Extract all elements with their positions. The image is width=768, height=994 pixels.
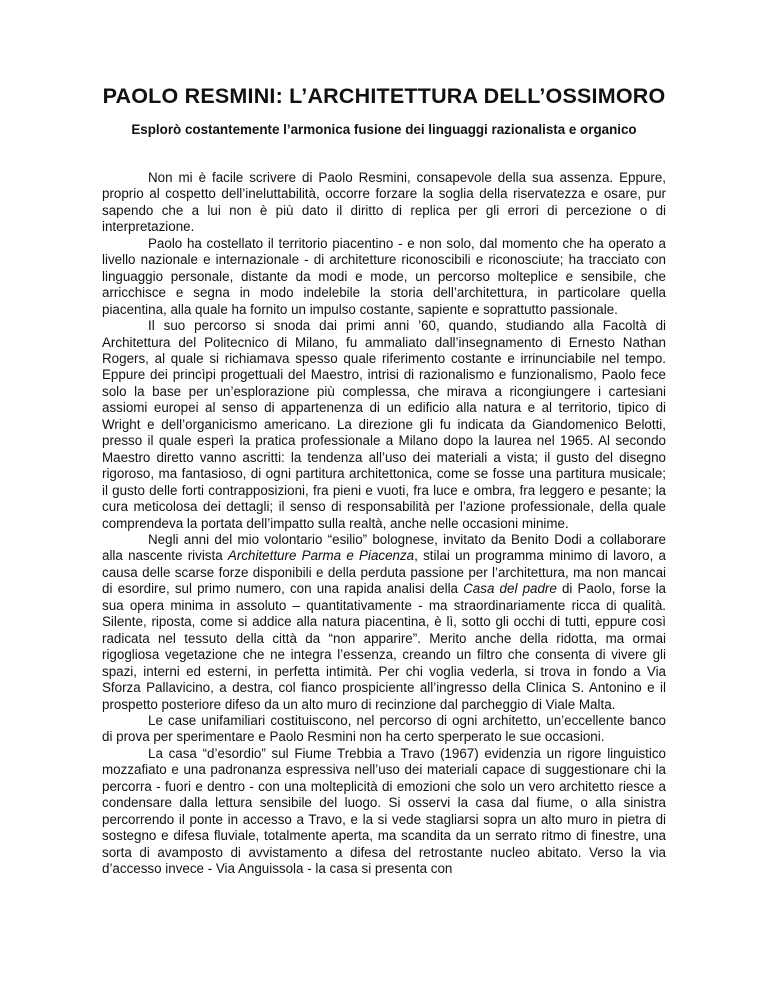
text-run: , stilai un programma minimo di lavoro, a causa delle scarse forze disponibili e della perduta passione per l’architettura, ma non mancai di esordire, sul primo numero, con una rapida analisi della xyxy=(102,548,666,597)
italic-text-run: Architetture Parma e Piacenza xyxy=(227,548,415,564)
paragraph xyxy=(102,236,666,318)
text-run: La casa “d’esordio” sul Fiume Trebbia a Travo (1967) evidenzia un rigore linguistico mozzafiato e una padronanza espressiva nell’uso dei materiali capace di suggestionare chi la percorra - fuori e dentro - con una molteplicità di emozioni che solo un vero architetto riesce a condensare dalla lettura sensibile del luogo. Si osservi la casa dal fiume, o alla sinistra percorrendo il ponte in accesso a Travo, e la si vede stagliarsi sopra un alto muro in pietra di sostegno e difesa fluviale, totalmente aperta, ma scandita da un serrato ritmo di finestre, una sorta di avamposto di avvistamento a difesa del retrostante nucleo abitato. Verso la via d’accesso invece - Via Anguissola - la casa si presenta con xyxy=(102,745,666,877)
text-run: Le case unifamiliari costituiscono, nel percorso di ogni architetto, un’eccellente banco di prova per sperimentare e Paolo Resmini non ha certo sperperato le sue occasioni. xyxy=(102,712,666,745)
text-run: di Paolo, forse la sua opera minima in assoluto – quantitativamente - ma straordinariamente ricca di qualità. Silente, riposta, come si addice alla natura piacentina, è lì, sotto gli occhi di tutti, eppure così radicata nel tessuto della città da “non apparire”. Merito anche della ridotta, ma ormai rigogliosa vegetazione che ne integra l’essenza, creando un filtro che consenta di vivere gli spazi, interni ed esterni, in perfetta intimità. Per chi voglia vederla, si trova in fondo a Via Sforza Pallavicino, a destra, col fianco prospiciente all’ingresso della Clinica S. Antonino e il prospetto posteriore difeso da un alto muro di recinzione dal parcheggio di Viale Malta. xyxy=(102,581,667,712)
article-body xyxy=(102,170,666,877)
text-run: Il suo percorso si snoda dai primi anni ’60, quando, studiando alla Facoltà di Architettura del Politecnico di Milano, fu ammaliato dall’insegnamento di Ernesto Nathan Rogers, al quale si richiamava spesso quale riferimento costante e irrinunciabile nel tempo. Eppure dei princìpi progettuali del Maestro, intrisi di razionalismo e funzionalismo, Paolo fece solo la base per un’esplorazione più complessa, che mirava a ricongiungere i cartesiani assiomi europei al senso di appartenenza di un edificio alla natura e al territorio, tipico di Wright e dell’organicismo americano. La direzione gli fu indicata da Giandomenico Belotti, presso il quale esperì la pratica professionale a Milano dopo la laurea nel 1965. Al secondo Maestro diretto vanno ascritti: la tendenza all’uso dei materiali a vista; il gusto del disegno rigoroso, ma fantasioso, di ogni partitura architettonica, come se fosse una partitura musicale; il gusto delle forti contrapposizioni, fra pieni e vuoti, fra luce e ombra, fra leggero e pesante; la cura meticolosa dei dettagli; il senso di responsabilità per l’azione professionale, della quale comprendeva la portata dell’impatto sulla realtà, anche nelle occasioni minime. xyxy=(102,318,666,531)
page-title: PAOLO RESMINI: L’ARCHITETTURA DELL’OSSIMORO xyxy=(102,84,666,108)
italic-text-run: Casa del padre xyxy=(463,581,557,597)
text-run: Negli anni del mio volontario “esilio” bolognese, invitato da Benito Dodi a collaborare alla nascente rivista xyxy=(102,531,666,564)
text-run: Paolo ha costellato il territorio piacentino - e non solo, dal momento che ha operato a livello nazionale e internazionale - di architetture riconoscibili e riconosciute; ha tracciato con linguaggio personale, distante da modi e mode, un percorso molteplice e sensibile, che arricchisce e segna in modo indelebile la storia dell’architettura, in particolare quella piacentina, alla quale ha fornito un impulso costante, sapiente e soprattutto passionale. xyxy=(102,235,666,317)
paragraph xyxy=(102,713,666,746)
text-run: Non mi è facile scrivere di Paolo Resmini, consapevole della sua assenza. Eppure, proprio al cospetto dell’ineluttabilità, occorre forzare la soglia della riservatezza e osare, pur sapendo che a lui non è più dato il diritto di replica per gli errori di percezione o di interpretazione. xyxy=(102,170,666,235)
paragraph xyxy=(102,532,666,713)
page-subtitle: Esplorò costantemente l’armonica fusione dei linguaggi razionalista e organico xyxy=(131,122,637,137)
paragraph xyxy=(102,318,666,532)
paragraph xyxy=(102,170,666,236)
paragraph xyxy=(102,746,666,878)
